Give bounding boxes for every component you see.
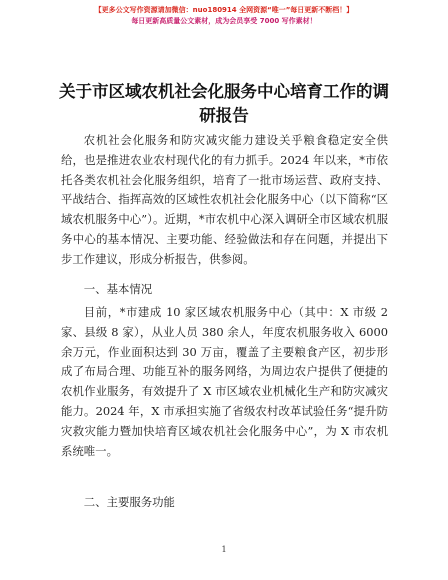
section-1-heading: 一、基本情况 <box>83 282 153 296</box>
intro-paragraph: 农机社会化服务和防灾减灾能力建设关乎粮食稳定安全供给，也是推进农业农村现代化的有力抓手。2024 年以来，*市依托各类农机社会化服务组织，培育了一批市场运营、政府支持、平战结合、指挥高效的区域性农机社会化服务中心（以下简称“区域农机服务中心”）。近期，*市农机中心深入调研全市区域农机服务中心的基本情况、主要功能、经验做法和存在问题，并提出下步工作建议，形成分析报告，供参阅。 <box>61 133 388 266</box>
promo-banner-line-2: 每日更新高质量公文素材，成为会员享受 7000 写作素材！ <box>131 17 317 25</box>
section-1-body-block <box>61 303 388 461</box>
page-number: 1 <box>221 545 227 554</box>
intro-paragraph-block <box>61 131 388 270</box>
promo-banner-line-1: 【更多公文写作资源请加微信：nuo180914 全网资源“唯一”每日更新不断档！】 <box>94 6 354 14</box>
section-2-heading: 二、主要服务功能 <box>83 495 175 509</box>
document-title: 关于市区域农机社会化服务中心培育工作的调研报告 <box>59 82 389 125</box>
section-1-heading-block <box>61 280 388 300</box>
section-2-heading-block <box>61 493 388 513</box>
section-1-body: 目前，*市建成 10 家区域农机服务中心（其中：X 市级 2 家、县级 8 家），从业人员 380 余人，年度农机服务收入 6000 余万元，作业面积达到 30 万亩，覆盖了主要粮食产区，初步形成了布局合理、功能互补的服务网络，为周边农户提供了便捷的农机作业服务，有效提升了 X 市区域农业机械化生产和防灾减灾能力。2024 年，X 市承担实施了省级农村改革试验任务“提升防灾救灾能力暨加快培育区域农机社会化服务中心”，为 X 市农机系统唯一。 <box>61 305 388 458</box>
promo-banner <box>0 5 448 27</box>
